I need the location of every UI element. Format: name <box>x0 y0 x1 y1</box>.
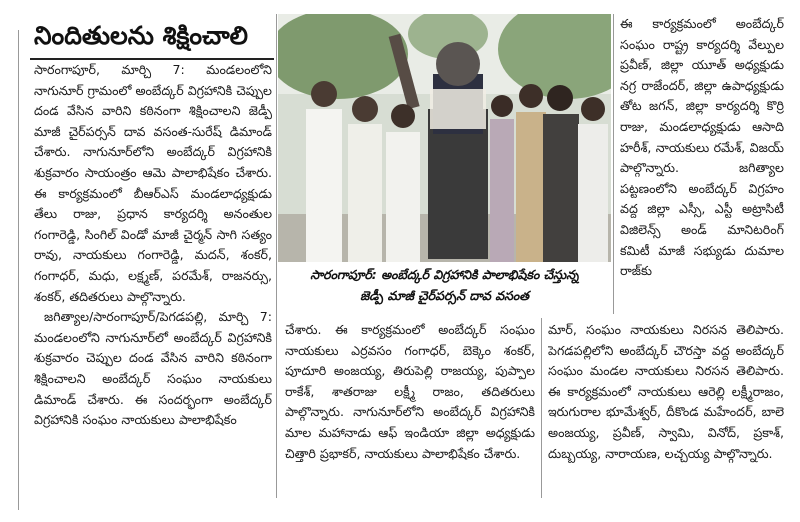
headline: నిందితులను శిక్షించాలి <box>34 21 248 50</box>
article-column-2 <box>285 320 535 496</box>
next-article-fragment-right <box>560 508 750 522</box>
article-paragraph-2: జగిత్యాల/సారంగాపూర్/పెగడపల్లి, మార్చి 7: మండలంలోని నాగునూర్‌లో అంబేద్కర్ విగ్రహానికి శుక్రవారం చెప్పుల దండ వేసిన వారిని కఠినంగా శిక్షించాలని అంబేద్కర్ సంఘం నాయకులు డిమాండ్ చేశారు. ఈ సందర్భంగా అంబేద్కర్ విగ్రహానికి సంఘం నాయకులు పాలాభిషేకం <box>34 309 272 428</box>
article-column-1 <box>34 60 272 496</box>
article-paragraph-1: సారంగాపూర్, మార్చి 7: మండలంలోని నాగునూర్ గ్రామంలో అంబేద్కర్ విగ్రహానికి చెప్పుల దండ వేసిన వారిని కఠినంగా శిక్షించాలని జెడ్పీ మాజీ చైర్‌పర్సన్ దావ వసంత-సురేష్ డిమాండ్ చేశారు. నాగునూర్‌లోని అంబేద్కర్ విగ్రహానికి శుక్రవారం సాయంత్రం ఆమె పాలాభిషేకం చేశారు. ఈ కార్యక్రమంలో బీఆర్ఎస్ మండలాధ్యక్షుడు తేలు రాజు, ప్రధాన కార్యదర్శి అనంతుల గంగారెడ్డి, సింగిల్ విండో మాజీ చైర్మన్ సాగి సత్యం రావు, నాయకులు గంగారెడ్డి, మదన్, శంకర్, గంగాధర్, మధు, లక్ష్మణ్, పరమేశ్, రాజనర్సు, శంకర్, తదితరులు పాల్గొన్నారు. <box>34 62 272 304</box>
column-rule-2 <box>613 14 614 314</box>
caption-line-1: సారంగాపూర్: అంబేద్కర్ విగ్రహానికి పాలాభిషేకం చేస్తున్న <box>310 267 579 282</box>
article-paragraph-4: ఈ కార్యక్రమంలో అంబేద్కర్ సంఘం రాష్ట్ర కార్యదర్శి వేల్పుల ప్రవీణ్, జిల్లా యూత్ అధ్యక్షుడు నగ్ర రాజేందర్, జిల్లా ఉపాధ్యక్షుడు తోట జగన్, జిల్లా కార్యదర్శి కొర్రి రాజు, మండలాధ్యక్షుడు ఆసాది హరీశ్, నాయకులు రమేశ్, విజయ్ పాల్గొన్నారు. జగిత్యాల పట్టణంలోని అంబేద్కర్ విగ్రహం వద్ద జిల్లా ఎస్సీ, ఎస్టీ అట్రాసిటీ విజిలెన్స్ అండ్ మానిటరింగ్ కమిటీ మాజీ సభ్యుడు దుమాల రాజ్‌కు <box>620 16 784 279</box>
caption-line-2: జెడ్పీ మాజీ చైర్‌పర్సన్ దావ వసంత <box>360 288 529 303</box>
column-rule-1 <box>276 14 277 498</box>
article-photo <box>278 14 611 262</box>
photo-caption <box>278 264 611 314</box>
article-column-3-top <box>620 14 784 314</box>
article-column-3-bottom <box>548 320 784 496</box>
photo-illustration <box>278 14 611 262</box>
next-article-fragment-left <box>34 508 154 522</box>
article-paragraph-3: చేశారు. ఈ కార్యక్రమంలో అంబేద్కర్ సంఘం నాయకులు ఎర్రవసం గంగాధర్, బెక్కెం శంకర్, పూదూరి అంజయ్య, తిరుపెల్లి రాజయ్య, పుప్పాల రాకేశ్, శాతరాజు లక్ష్మీ రాజం, తదితరులు పాల్గొన్నారు. నాగునూర్‌లోని అంబేద్కర్ విగ్రహానికి మాల మహానాడు ఆఫ్ ఇండియా జిల్లా అధ్యక్షుడు చిత్తారి ప్రభాకర్, నాయకులు పాలాభిషేకం చేశారు. <box>285 322 535 461</box>
article-paragraph-5: మార్, సంఘం నాయకులు నిరసన తెలిపారు. పెగడపల్లిలోని అంబేద్కర్ చౌరస్తా వద్ద అంబేద్కర్ సంఘం మండల నాయకులు నిరసన తెలిపారు. ఈ కార్యక్రమంలో నాయకులు ఆరెల్లి లక్ష్మీరాజం, ఇరుగురాల భూమేశ్వర్, దీకొండ మహేందర్, బాలె అంజయ్య, ప్రవీణ్, స్వామి, వినోద్, ప్రకాశ్, దుబ్బయ్య, నారాయణ, లచ్చయ్య పాల్గొన్నారు. <box>548 322 784 461</box>
left-margin-rule <box>18 30 19 510</box>
column-rule-3 <box>541 318 542 498</box>
